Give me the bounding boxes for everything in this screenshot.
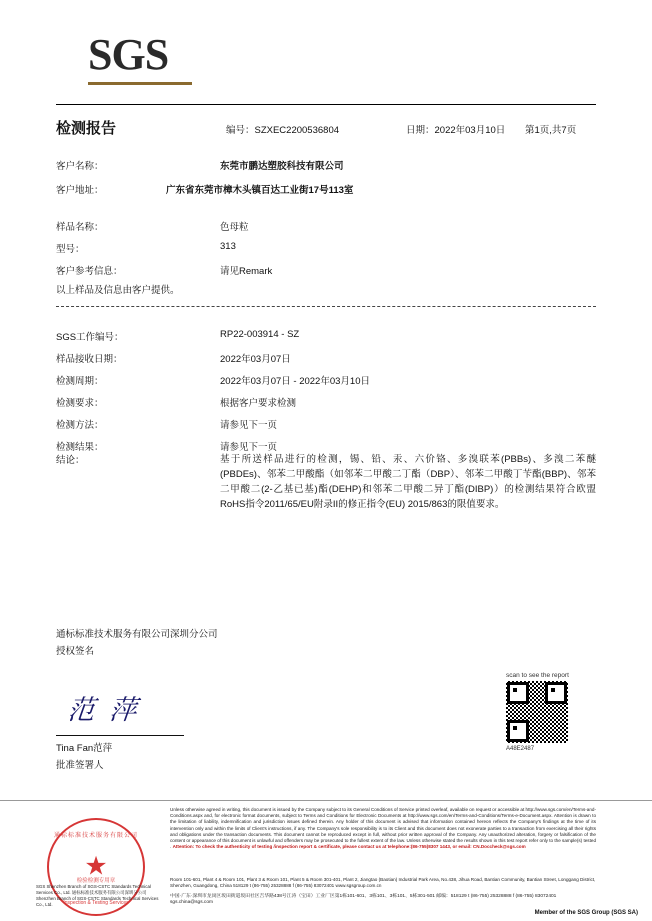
- value-test-requirement: 根据客户要求检测: [220, 398, 297, 409]
- value-customer-address: 广东省东莞市樟木头镇百达工业街17号113室: [166, 185, 354, 196]
- label-sample-name: 样品名称：: [56, 222, 104, 233]
- stamp-ring-bottom: Inspection & Testing Services: [63, 900, 129, 906]
- value-received-date: 2022年03月07日: [220, 354, 291, 365]
- signing-company: 通标标准技术服务有限公司深圳分公司: [56, 629, 218, 640]
- footer-address-en: [170, 877, 596, 889]
- handwritten-signature: 范 萍: [66, 695, 143, 725]
- value-customer-name: 东莞市鹏达塑胶科技有限公司: [220, 161, 344, 172]
- label-customer-name: 客户名称：: [56, 161, 104, 172]
- section-divider-top: [56, 306, 596, 307]
- signature-line: [56, 735, 184, 736]
- signer-name: Tina Fan范萍: [56, 743, 113, 754]
- label-customer-address: 客户地址：: [56, 185, 104, 196]
- header-divider: [56, 104, 596, 105]
- footer-address-en-text: Room 101-601, Plant 4 & Room 101, Plant 3 & Room 101, Plant 5 & Room 301-401, Plant 2, Jiangtao (Baotian) Industrial Park Area, No.438, Jihua Road, Bantian Community, Bantian Street, Longgang District, Shenzhen, Guangdong, China 518129: [170, 877, 596, 889]
- footer-company-block: SGS Shenzhen Branch of SGS-CSTC Standards Technical Services Co., Ltd. 通标标准技术服务有限公司深圳分公司 Shenzhen Branch of SGS-CSTC Standards Technical Services Co., Ltd.: [36, 884, 159, 907]
- signer-role: 批准签署人: [56, 760, 104, 771]
- label-job-number: SGS工作编号：: [56, 332, 124, 343]
- authorized-signature-label: 授权签名: [56, 646, 95, 657]
- label-conclusion: 结论：: [56, 455, 85, 466]
- value-customer-reference: 请见Remark: [220, 266, 273, 277]
- qr-id: A48E2487: [506, 746, 535, 752]
- label-test-method: 检测方法：: [56, 420, 104, 431]
- footer-disclaimer: [170, 807, 596, 850]
- footer-contact-cn: t (86-755) 25328888 f (86-755) 83072401 sgs.china@sgs.com: [170, 894, 557, 906]
- conclusion-text: 基于所送样品进行的检测，锡、铅、汞、六价铬、多溴联苯(PBBs)、多溴二苯醚(PBDEs)、邻苯二甲酸酯（如邻苯二甲酸二丁酯（DBP）、邻苯二甲酸丁苄酯(BBP)、邻苯二甲酸二(2-乙基已基)酯(DEHP)和邻苯二甲酸二异丁酯(DIBP)）的检测结果符合欧盟RoHS指令2011/65/EU附录II的修正指令(EU) 2015/863的限值要求。: [220, 454, 596, 510]
- sgs-logo: [88, 30, 198, 85]
- sgs-logo-text: SGS: [88, 30, 169, 79]
- stamp-star-icon: ★: [84, 850, 108, 881]
- value-sample-name: 色母粒: [220, 222, 249, 233]
- footer-contact-en: t (86-755) 25328888 f (86-755) 83072401 www.sgsgroup.com.cn: [249, 883, 382, 889]
- label-test-result: 检测结果：: [56, 442, 104, 453]
- label-test-requirement: 检测要求：: [56, 398, 104, 409]
- qr-finder-top-left: [507, 682, 529, 704]
- report-number: 编号：SZXEC2200536804: [226, 125, 340, 136]
- page-title: 检测报告: [56, 120, 117, 137]
- value-test-result: 请参见下一页: [220, 442, 278, 453]
- page-indicator: 第1页,共7页: [525, 125, 577, 136]
- stamp-ring-top: 通标标准技术服务有限公司: [53, 833, 138, 839]
- footer-divider: [0, 800, 652, 801]
- footer-disclaimer-text: Unless otherwise agreed in writing, this document is issued by the Company subject to its General Conditions of Service printed overleaf, available on request or accessible at http://www.sgs.com/en/Terms-and-Conditions.aspx and, for electronic format documents, subject to Terms and Conditions for Electronic Documents at http://www.sgs.com/en/Terms-and-Conditions/Terms-e-Document.aspx. Attention is drawn to the limitation of liability, indemnification and jurisdiction issues defined therein. Any holder of this document is advised that information contained hereon reflects the Company's findings at the time of its intervention only and within the limits of Client's instructions, if any. The Company's sole responsibility is to its Client and this document does not exonerate parties to a transaction from exercising all their rights and obligations under the transaction documents. This document cannot be reproduced except in full, without prior written approval of the Company. Any unauthorized alteration, forgery or falsification of the content or appearance of this document is unlawful and offenders may be prosecuted to the fullest extent of the law. Unless otherwise stated the results shown in this test report refer only to the sample(s) tested .: [170, 807, 596, 850]
- footer-member-line: Member of the SGS Group (SGS SA): [534, 910, 638, 916]
- label-test-period: 检测周期：: [56, 376, 104, 387]
- label-received-date: 样品接收日期：: [56, 354, 123, 365]
- logo-underline: [88, 82, 192, 85]
- sample-note: 以上样品及信息由客户提供。: [56, 285, 180, 296]
- footer-attention-text: Attention: To check the authenticity of testing /inspection report & certificate, please contact us at telephone:(86-755)8307 1443, or email: CN.Doccheck@sgs.com: [172, 844, 526, 850]
- qr-code[interactable]: [506, 681, 568, 743]
- value-test-method: 请参见下一页: [220, 420, 278, 431]
- stamp-middle-text: 检验检测专用章: [76, 878, 116, 884]
- label-customer-reference: 客户参考信息：: [56, 266, 123, 277]
- label-model: 型号：: [56, 244, 85, 255]
- footer-address-cn: [170, 894, 596, 907]
- qr-finder-top-right: [545, 682, 567, 704]
- qr-finder-bottom-left: [507, 720, 529, 742]
- footer-address-cn-text: 中国·广东·深圳市龙岗区坂田街道坂田社区吉华路438号江涛（宝田）工业厂区第1栋101-601、3栋101、3栋101、5栋301-501 邮编：518129: [170, 894, 467, 899]
- value-model: 313: [220, 241, 236, 252]
- report-date: 日期：2022年03月10日: [406, 125, 506, 136]
- qr-caption: scan to see the report: [506, 672, 569, 679]
- value-job-number: RP22-003914 - SZ: [220, 329, 300, 340]
- value-test-period: 2022年03月07日 - 2022年03月10日: [220, 376, 370, 387]
